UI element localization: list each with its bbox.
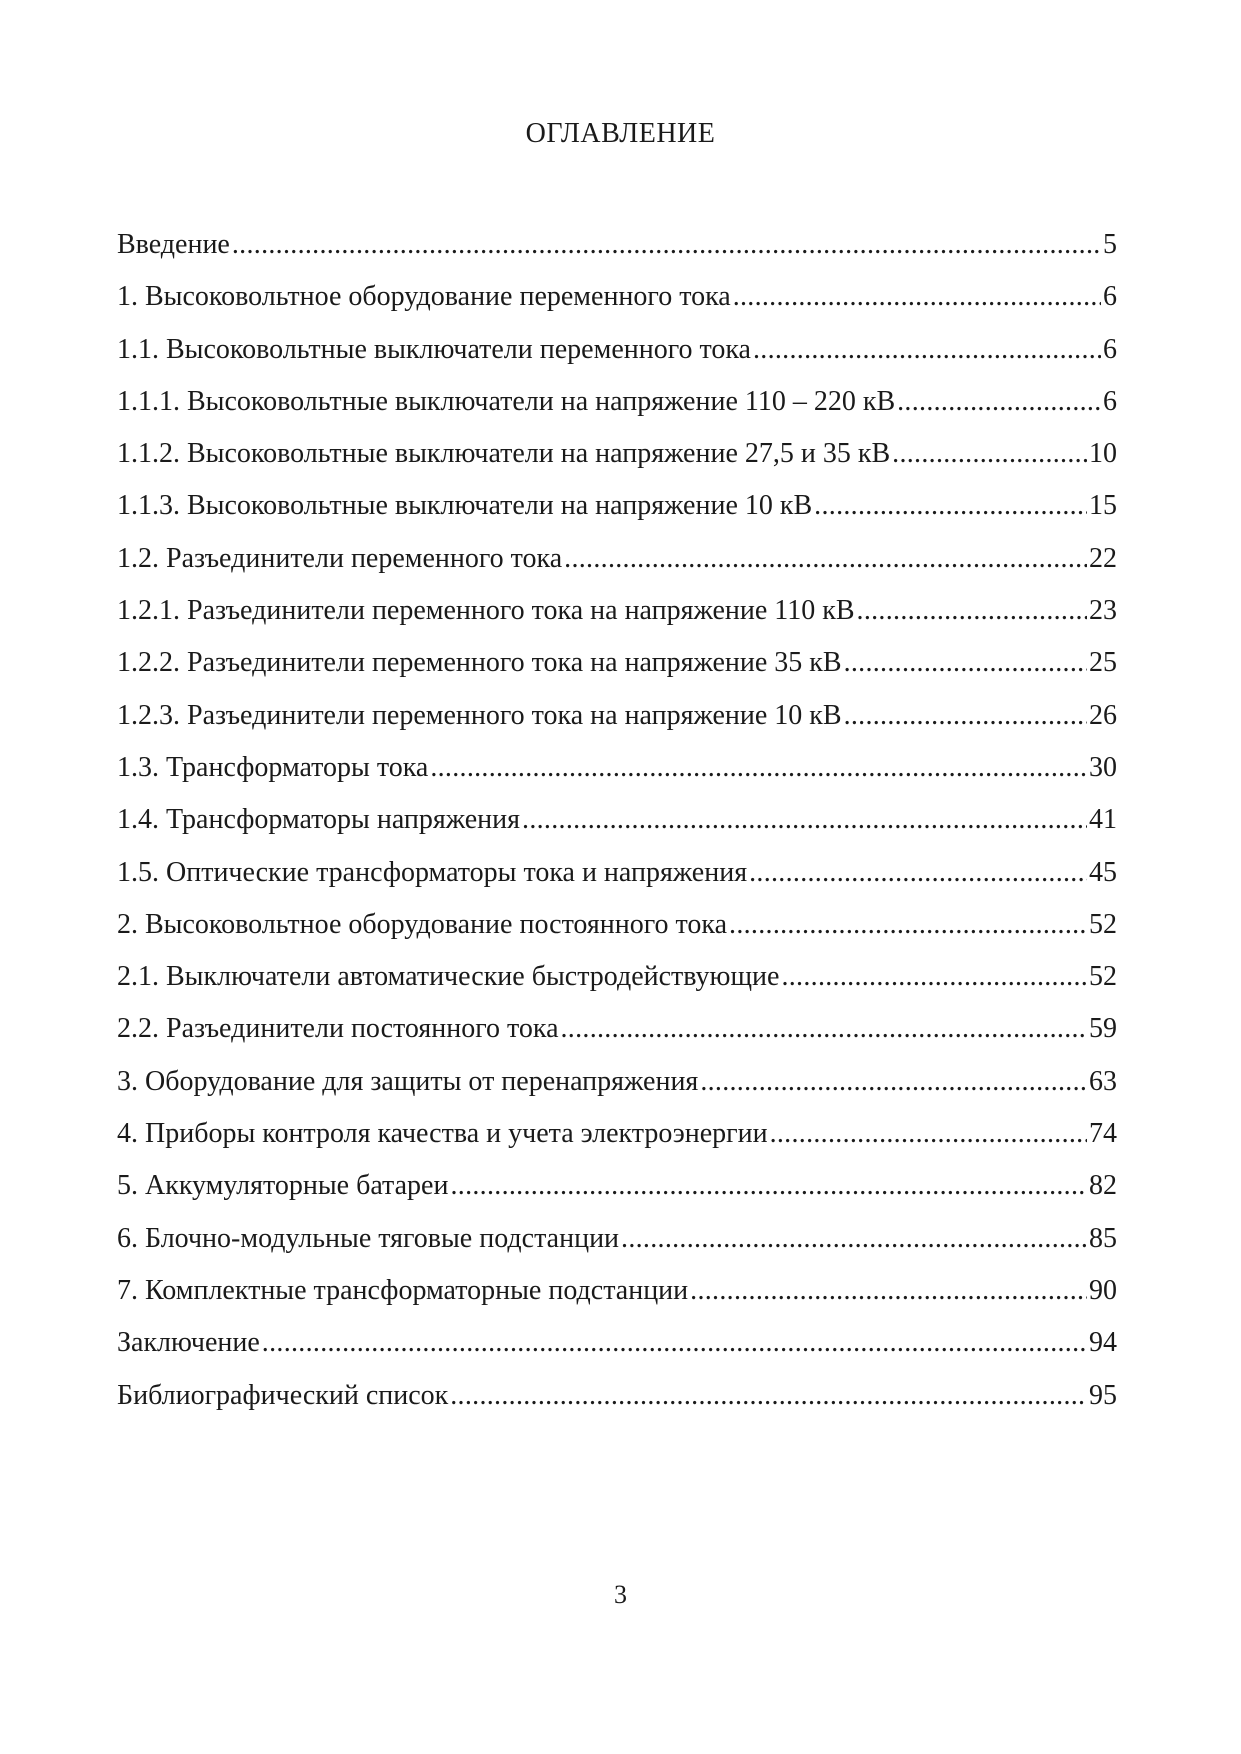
toc-entry-page: 52	[1089, 961, 1117, 993]
toc-title: ОГЛАВЛЕНИЕ	[525, 118, 716, 149]
page-number: 3	[614, 1580, 627, 1609]
dot-leader	[690, 1265, 1087, 1317]
toc-entry[interactable]	[117, 585, 1117, 637]
toc-entry-page: 30	[1089, 751, 1117, 783]
toc-entry[interactable]	[117, 219, 1117, 271]
toc-entry-title: 7. Комплектные трансформаторные подстанции	[117, 1274, 689, 1306]
toc-entry[interactable]	[117, 533, 1117, 585]
toc-entry[interactable]	[117, 951, 1117, 1003]
dot-leader	[844, 690, 1087, 742]
toc-entry[interactable]	[117, 742, 1117, 794]
toc-entry-page: 23	[1089, 595, 1117, 627]
toc-entry-page: 95	[1089, 1379, 1117, 1411]
dot-leader	[729, 899, 1087, 951]
dot-leader	[781, 951, 1087, 1003]
toc-entry-title: 2. Высоковольтное оборудование постоянного тока	[117, 908, 728, 940]
toc-entry-title: Заключение	[117, 1327, 260, 1359]
toc-entry-page: 85	[1089, 1222, 1117, 1254]
toc-entry-page: 94	[1089, 1327, 1117, 1359]
toc-entry-page: 6	[1103, 385, 1117, 417]
dot-leader	[749, 847, 1087, 899]
toc-entry-title: 5. Аккумуляторные батареи	[117, 1170, 449, 1202]
toc-entry-title: 3. Оборудование для защиты от перенапряжения	[117, 1065, 699, 1097]
toc-entry-page: 6	[1103, 333, 1117, 365]
toc-entry-page: 6	[1103, 281, 1117, 313]
toc-entry-title: 1.1.1. Высоковольтные выключатели на напряжение 110 – 220 кВ	[117, 385, 896, 417]
dot-leader	[262, 1317, 1087, 1369]
toc-entry-title: 1.2.3. Разъединители переменного тока на напряжение 10 кВ	[117, 699, 842, 731]
dot-leader	[753, 324, 1101, 376]
toc-entry-page: 22	[1089, 542, 1117, 574]
toc-entry-title: Библиографический список	[117, 1379, 449, 1411]
dot-leader	[522, 794, 1087, 846]
toc-entry-page: 90	[1089, 1274, 1117, 1306]
toc-entry-page: 26	[1089, 699, 1117, 731]
toc-entry[interactable]	[117, 1213, 1117, 1265]
toc-entry[interactable]	[117, 794, 1117, 846]
toc-entry[interactable]	[117, 480, 1117, 532]
toc-entry-page: 63	[1089, 1065, 1117, 1097]
toc-entry-title: 1.1.2. Высоковольтные выключатели на напряжение 27,5 и 35 кВ	[117, 438, 891, 470]
toc-entry-title: 1.1. Высоковольтные выключатели переменного тока	[117, 333, 751, 365]
dot-leader	[564, 533, 1087, 585]
dot-leader	[430, 742, 1087, 794]
table-of-contents	[117, 219, 1117, 1422]
dot-leader	[733, 271, 1101, 323]
toc-entry[interactable]	[117, 1317, 1117, 1369]
toc-entry-title: 1.2.2. Разъединители переменного тока на напряжение 35 кВ	[117, 647, 842, 679]
toc-entry-title: 1.2. Разъединители переменного тока	[117, 542, 563, 574]
toc-entry-title: 4. Приборы контроля качества и учета электроэнергии	[117, 1118, 768, 1150]
toc-entry-page: 82	[1089, 1170, 1117, 1202]
toc-entry[interactable]	[117, 1160, 1117, 1212]
dot-leader	[450, 1370, 1087, 1422]
dot-leader	[770, 1108, 1087, 1160]
toc-entry[interactable]	[117, 637, 1117, 689]
toc-entry[interactable]	[117, 1003, 1117, 1055]
dot-leader	[892, 428, 1087, 480]
toc-entry[interactable]	[117, 1108, 1117, 1160]
dot-leader	[700, 1056, 1087, 1108]
toc-entry-page: 25	[1089, 647, 1117, 679]
toc-entry-page: 45	[1089, 856, 1117, 888]
toc-entry[interactable]	[117, 690, 1117, 742]
dot-leader	[814, 480, 1087, 532]
toc-entry-title: 1.1.3. Высоковольтные выключатели на напряжение 10 кВ	[117, 490, 813, 522]
toc-entry-title: 1.3. Трансформаторы тока	[117, 751, 429, 783]
dot-leader	[897, 376, 1101, 428]
toc-entry-page: 41	[1089, 804, 1117, 836]
toc-entry-page: 59	[1089, 1013, 1117, 1045]
toc-entry-page: 5	[1103, 229, 1117, 260]
toc-entry-title: 1.5. Оптические трансформаторы тока и напряжения	[117, 856, 748, 888]
dot-leader	[232, 219, 1101, 271]
toc-entry[interactable]	[117, 1370, 1117, 1422]
toc-entry-title: 6. Блочно-модульные тяговые подстанции	[117, 1222, 620, 1254]
toc-entry[interactable]	[117, 271, 1117, 323]
dot-leader	[844, 637, 1087, 689]
toc-entry[interactable]	[117, 847, 1117, 899]
toc-entry-page: 10	[1089, 438, 1117, 470]
toc-entry[interactable]	[117, 428, 1117, 480]
toc-entry-title: 2.1. Выключатели автоматические быстродействующие	[117, 961, 780, 993]
toc-entry-title: 1. Высоковольтное оборудование переменного тока	[117, 281, 731, 313]
toc-entry-page: 74	[1089, 1118, 1117, 1150]
toc-entry[interactable]	[117, 1056, 1117, 1108]
dot-leader	[450, 1160, 1087, 1212]
dot-leader	[621, 1213, 1087, 1265]
toc-entry-page: 52	[1089, 908, 1117, 940]
dot-leader	[857, 585, 1087, 637]
toc-entry[interactable]	[117, 324, 1117, 376]
toc-entry[interactable]	[117, 899, 1117, 951]
toc-entry[interactable]	[117, 1265, 1117, 1317]
toc-entry-title: Введение	[117, 229, 230, 260]
dot-leader	[561, 1003, 1088, 1055]
toc-entry-title: 2.2. Разъединители постоянного тока	[117, 1013, 559, 1045]
toc-entry[interactable]	[117, 376, 1117, 428]
toc-entry-page: 15	[1089, 490, 1117, 522]
toc-entry-title: 1.2.1. Разъединители переменного тока на напряжение 110 кВ	[117, 595, 855, 627]
toc-entry-title: 1.4. Трансформаторы напряжения	[117, 804, 521, 836]
